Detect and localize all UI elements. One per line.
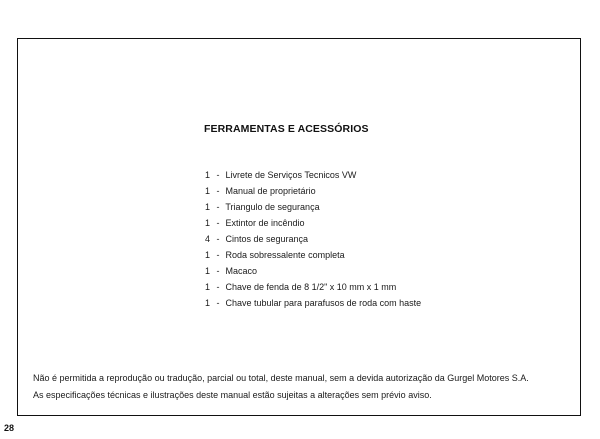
accessories-list (205, 167, 421, 311)
item-quantity: 4 (205, 234, 211, 244)
item-label: Roda sobressalente completa (225, 250, 345, 260)
item-label: Extintor de incêndio (225, 218, 305, 228)
item-quantity: 1 (205, 170, 211, 180)
item-quantity: 1 (205, 186, 211, 196)
copyright-notice: Não é permitida a reprodução ou tradução, parcial ou total, deste manual, sem a devida autorização da Gurgel Motores S.A. (33, 373, 529, 383)
item-label: Chave tubular para parafusos de roda com haste (225, 298, 422, 308)
list-item: 1 - Extintor de incêndio (205, 215, 421, 231)
section-title: FERRAMENTAS E ACESSÓRIOS (204, 123, 369, 135)
item-quantity: 1 (205, 282, 211, 292)
item-quantity: 1 (205, 202, 211, 212)
list-item: 1 - Roda sobressalente completa (205, 247, 421, 263)
item-label: Triangulo de segurança (225, 202, 320, 212)
item-label: Macaco (225, 266, 258, 276)
list-item: 1 - Chave de fenda de 8 1/2" x 10 mm x 1 mm (205, 279, 421, 295)
item-label: Chave de fenda de 8 1/2" x 10 mm x 1 mm (225, 282, 397, 292)
list-item: 4 - Cintos de segurança (205, 231, 421, 247)
list-item: 1 - Manual de proprietário (205, 183, 421, 199)
item-label: Manual de proprietário (225, 186, 316, 196)
page-number: 28 (4, 423, 15, 433)
item-quantity: 1 (205, 298, 211, 308)
specifications-notice: As especificações técnicas e ilustrações deste manual estão sujeitas a alterações sem prévio aviso. (33, 390, 432, 400)
list-item: 1 - Livrete de Serviços Tecnicos VW (205, 167, 421, 183)
item-label: Cintos de segurança (225, 234, 309, 244)
item-quantity: 1 (205, 218, 211, 228)
item-quantity: 1 (205, 250, 211, 260)
list-item: 1 - Macaco (205, 263, 421, 279)
item-quantity: 1 (205, 266, 211, 276)
list-item: 1 - Triangulo de segurança (205, 199, 421, 215)
list-item: 1 - Chave tubular para parafusos de roda com haste (205, 295, 421, 311)
item-label: Livrete de Serviços Tecnicos VW (225, 170, 357, 180)
